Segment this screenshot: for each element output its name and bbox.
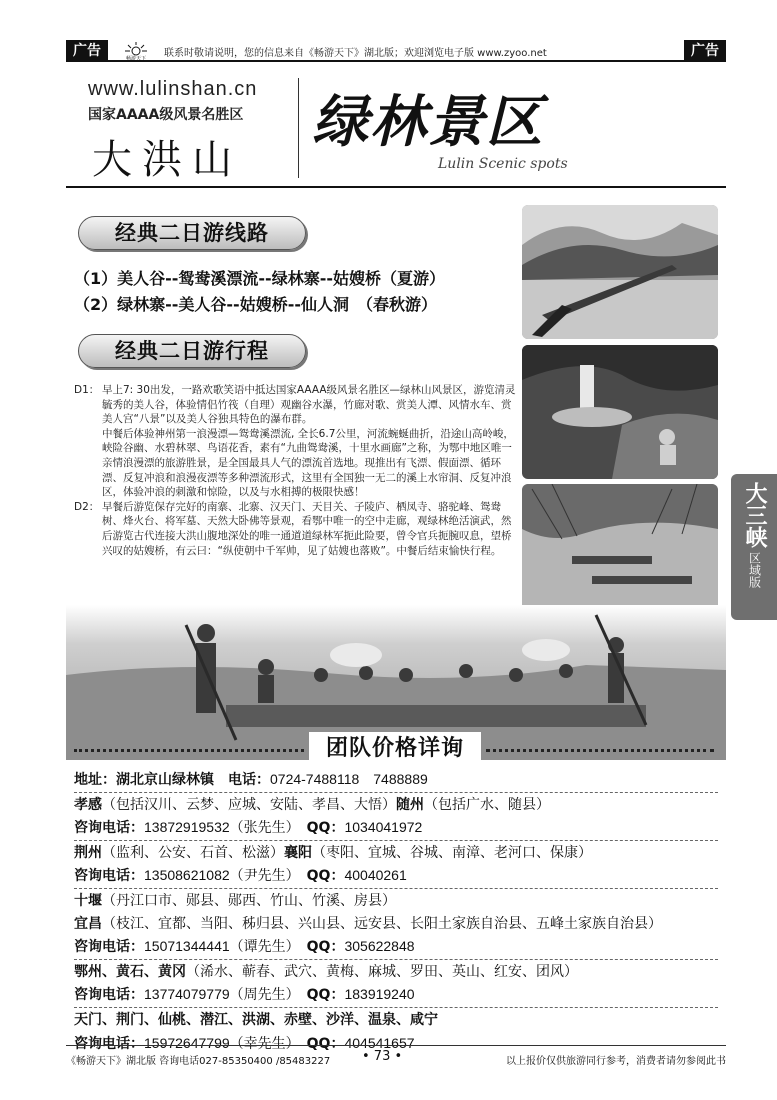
contact-label: 咨询电话： bbox=[74, 820, 144, 837]
page-number: • 73 • bbox=[362, 1049, 403, 1064]
contact-row bbox=[74, 816, 718, 839]
region-city: 随州 bbox=[396, 796, 424, 813]
itinerary-text bbox=[74, 383, 520, 558]
header-divider bbox=[298, 78, 299, 178]
top-bar bbox=[66, 40, 726, 62]
dotted-rule-right bbox=[486, 749, 714, 752]
row-separator bbox=[74, 1007, 718, 1008]
contact-label: 咨询电话： bbox=[74, 868, 144, 885]
scenic-header bbox=[66, 70, 726, 188]
region-city: 孝感 bbox=[74, 796, 102, 813]
region-city: 荆州 bbox=[74, 844, 102, 861]
yuanyang-stream-photo bbox=[522, 484, 718, 622]
region-counties: （包括广水、随县） bbox=[424, 796, 550, 813]
footer-disclaimer: 以上报价仅供旅游同行参考，消费者请勿参阅此书 bbox=[506, 1056, 726, 1067]
itinerary-day-2 bbox=[74, 500, 520, 558]
day-label: D2： bbox=[74, 500, 100, 513]
day-label: D1： bbox=[74, 384, 100, 396]
route-item-2: （2）绿林寨--美人谷--姑嫂桥--仙人洞 （春秋游） bbox=[74, 295, 437, 314]
ad-tag-left: 广告 bbox=[66, 40, 108, 62]
side-tab-edition: 区域版 bbox=[747, 552, 762, 588]
phone-value: 0724-7488118 7488889 bbox=[270, 771, 428, 787]
region-line bbox=[74, 842, 718, 865]
contact-label: 咨询电话： bbox=[74, 987, 144, 1004]
pricing-contacts bbox=[74, 768, 718, 1054]
contact-phone: 13872919532（张先生） bbox=[144, 819, 293, 836]
region-city: 宜昌 bbox=[74, 915, 102, 932]
contact-label: 咨询电话： bbox=[74, 939, 144, 956]
contact-row bbox=[74, 935, 718, 958]
footer-contact: 《畅游天下》湖北版 咨询电话027-85350400 /85483227 bbox=[66, 1056, 331, 1067]
qq-number: 40040261 bbox=[344, 867, 407, 884]
region-counties: （监利、公安、石首、松滋） bbox=[102, 844, 284, 861]
day-paragraph: 早上7: 30出发，一路欢歌笑语中抵达国家AAAA级风景名胜区—绿林山风景区，游览清灵毓秀的美人谷，体验情侣竹筏（自理）观幽谷水瀑，竹廊对歌、赏美人潭、风情水车、赏美人宫“八景”以及美人谷独具特色的瀑布群。 bbox=[102, 384, 516, 426]
region-counties: （丹江口市、郧县、郧西、竹山、竹溪、房县） bbox=[102, 892, 396, 909]
contact-phone: 15071344441（谭先生） bbox=[144, 938, 293, 955]
row-separator bbox=[74, 959, 718, 960]
publication-logo-icon bbox=[116, 41, 156, 61]
row-separator bbox=[74, 792, 718, 793]
day-paragraph: 中餐后体验神州第一浪漫漂—鸳鸯溪漂流, 全长6.7公里，河流蜿蜒曲折，沿途山高岭峻，峡险谷幽、水碧林翠、鸟语花香，素有“九曲鸳鸯溪，十里水画廊”之称，为鄂中地区唯一亲情浪漫漂的旅游胜景，是全国最具人气的漂流首选地。现推出有飞漂、假面漂、循环漂、反复冲浪和浪漫夜漂等多种漂流形式，这里有全国独一无二的溪上水帘洞、反复冲浪区，体验冲浪的刺激和惊险，以及与水相搏的极限快感！ bbox=[102, 427, 514, 499]
region-city: 襄阳 bbox=[284, 844, 312, 861]
phone-label: 电话： bbox=[228, 772, 270, 788]
page-footer bbox=[66, 1045, 726, 1067]
day-paragraph: 早餐后游览保存完好的南寨、北寨、汉天门、天目关、子陵庐、栖凤寺、骆驼峰、鸳鸯树、烽火台、将军墓、天然大卧佛等景观，看鄂中唯一的空中走廊，观绿林绝活演武，然后游览古代连接大洪山腹地深处的唯一通道道绿林军扼此险要，曾令官兵扼腕叹息，望桥兴叹的姑嫂桥，有云曰：“纵使朝中千军帅，见了姑嫂也落败”。中餐后结束愉快行程。 bbox=[102, 500, 512, 557]
row-separator bbox=[74, 888, 718, 889]
qq-number: 1034041972 bbox=[344, 819, 423, 836]
qq-number: 305622848 bbox=[344, 938, 415, 955]
qq-label: QQ： bbox=[306, 1035, 345, 1052]
region-counties: （包括汉川、云梦、应城、安陆、孝昌、大悟） bbox=[102, 796, 396, 813]
brand-title: 绿林景区 bbox=[312, 89, 544, 155]
brand-subtitle: Lulin Scenic spots bbox=[438, 156, 568, 172]
contact-row bbox=[74, 864, 718, 887]
contact-phone: 13508621082（尹先生） bbox=[144, 867, 293, 884]
mountain-name: 大洪山 bbox=[92, 137, 242, 183]
region-line bbox=[74, 794, 718, 817]
address-label: 地址： bbox=[74, 772, 116, 788]
region-counties: （枝江、宜都、当阳、秭归县、兴山县、远安县、长阳土家族自治县、五峰土家族自治县） bbox=[102, 915, 662, 932]
region-city: 十堰 bbox=[74, 892, 102, 909]
region-line bbox=[74, 961, 718, 984]
pricing-title: 团队价格详询 bbox=[309, 732, 481, 766]
region-line bbox=[74, 1009, 718, 1032]
region-city: 鄂州、黄石、黄冈 bbox=[74, 963, 186, 980]
river-rafting-photo bbox=[522, 205, 718, 339]
contact-row bbox=[74, 983, 718, 1006]
waterfall-photo bbox=[522, 345, 718, 479]
region-counties: （枣阳、宜城、谷城、南漳、老河口、保康） bbox=[312, 844, 592, 861]
qq-number: 183919240 bbox=[344, 986, 415, 1003]
pricing-header bbox=[74, 730, 714, 770]
contact-phone: 15972647799（幸先生） bbox=[144, 1034, 293, 1051]
ad-tag-right: 广告 bbox=[684, 40, 726, 62]
route-item-1: （1）美人谷--鸳鸯溪漂流--绿林寨--姑嫂桥（夏游） bbox=[74, 269, 445, 288]
publication-logo-text: 畅游天下 bbox=[125, 56, 147, 61]
region-line bbox=[74, 890, 718, 913]
qq-number: 404541657 bbox=[344, 1034, 415, 1051]
qq-label: QQ： bbox=[306, 820, 345, 837]
grade-label: 国家AAAA级风景名胜区 bbox=[88, 107, 244, 123]
top-notice: 联系时敬请说明，您的信息来自《畅游天下》湖北版；欢迎浏览电子版 www.zyoo.net bbox=[164, 48, 547, 59]
region-city: 天门、荆门、仙桃、潜江、洪湖、赤壁、沙洋、温泉、咸宁 bbox=[74, 1011, 438, 1028]
address-row bbox=[74, 768, 718, 791]
website-url[interactable]: www.lulinshan.cn bbox=[88, 78, 258, 100]
side-tab-region: 大三峡 bbox=[742, 482, 767, 548]
stream-rafts-illustration bbox=[522, 484, 718, 622]
routes-title: 经典二日游线路 bbox=[78, 216, 306, 250]
itinerary-title: 经典二日游行程 bbox=[78, 334, 306, 368]
region-line bbox=[74, 913, 718, 936]
qq-label: QQ： bbox=[306, 987, 345, 1004]
contact-phone: 13774079779（周先生） bbox=[144, 986, 293, 1003]
dotted-rule-left bbox=[74, 749, 304, 752]
region-counties: （浠水、蕲春、武穴、黄梅、麻城、罗田、英山、红安、团风） bbox=[186, 963, 578, 980]
qq-label: QQ： bbox=[306, 868, 345, 885]
itinerary-day-1 bbox=[74, 383, 520, 500]
qq-label: QQ： bbox=[306, 939, 345, 956]
region-side-tab bbox=[731, 474, 777, 620]
row-separator bbox=[74, 840, 718, 841]
address-value: 湖北京山绿林镇 bbox=[116, 772, 214, 788]
contact-label: 咨询电话： bbox=[74, 1035, 144, 1052]
